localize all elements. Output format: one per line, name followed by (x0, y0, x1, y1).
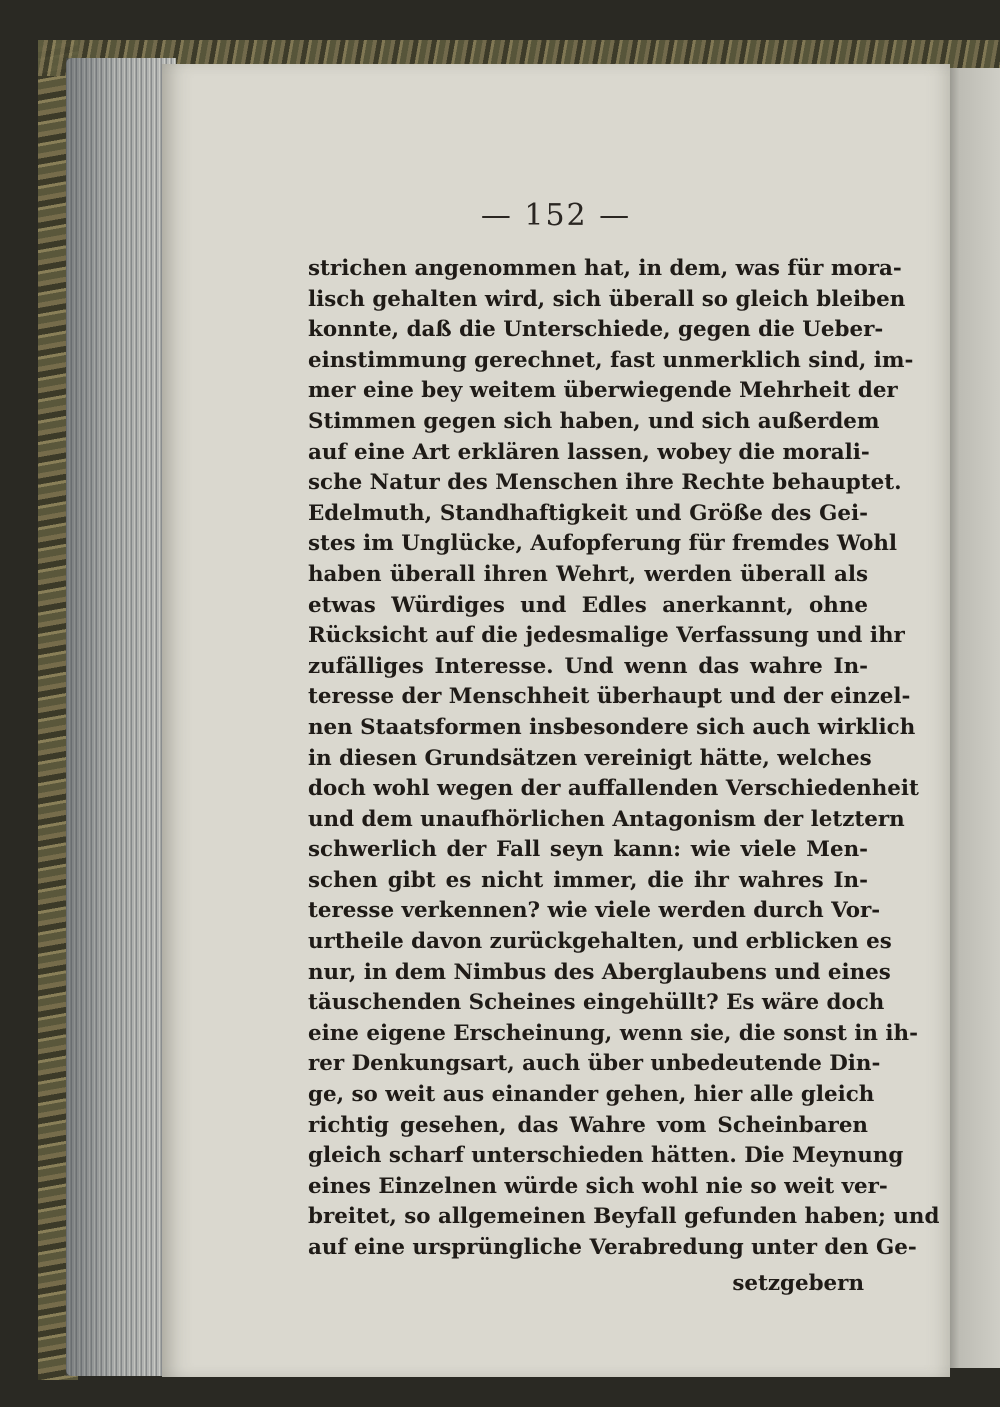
text-line: mer eine bey weitem überwiegende Mehrheit der (308, 378, 898, 404)
facing-page-edge (946, 68, 1000, 1368)
text-line: rer Denkungsart, auch über unbedeutende Din- (308, 1051, 881, 1077)
text-line: strichen angenommen hat, in dem, was für mora- (308, 256, 902, 281)
text-line: schen gibt es nicht immer, die ihr wahres In- (308, 867, 868, 893)
text-line: sche Natur des Menschen ihre Rechte behauptet. (308, 470, 902, 496)
text-line: haben überall ihren Wehrt, werden überall als (308, 561, 868, 587)
text-line: teresse verkennen? wie viele werden durch Vor- (308, 898, 881, 924)
text-line: teresse der Menschheit überhaupt und der einzel- (308, 684, 911, 710)
page-body-text (308, 254, 940, 1264)
text-line: zufälliges Interesse. Und wenn das wahre In- (308, 653, 868, 679)
text-line: lisch gehalten wird, sich überall so gleich bleiben (308, 286, 906, 312)
text-line: eine eigene Erscheinung, wenn sie, die sonst in ih- (308, 1020, 918, 1046)
text-line: und dem unaufhörlichen Antagonism der letztern (308, 806, 905, 832)
book-page (162, 64, 950, 1377)
text-line: urtheile davon zurückgehalten, und erblicken es (308, 929, 892, 955)
text-line: schwerlich der Fall seyn kann: wie viele Men- (308, 837, 868, 863)
text-line: in diesen Grundsätzen vereinigt hätte, welches (308, 745, 872, 771)
text-line: nen Staatsformen insbesondere sich auch wirklich (308, 714, 916, 740)
text-line: täuschenden Scheines eingehüllt? Es wäre doch (308, 990, 885, 1016)
text-line: doch wohl wegen der auffallenden Verschiedenheit (308, 776, 919, 802)
text-line: auf eine ursprüngliche Verabredung unter den Ge- (308, 1235, 917, 1260)
text-line: ge, so weit aus einander gehen, hier alle gleich (308, 1082, 875, 1108)
text-line: nur, in dem Nimbus des Aberglaubens und eines (308, 959, 891, 985)
text-line: richtig gesehen, das Wahre vom Scheinbaren (308, 1112, 868, 1138)
page-stack-edges (66, 58, 176, 1376)
text-line: breitet, so allgemeinen Beyfall gefunden haben; und (308, 1204, 940, 1230)
text-line: Rücksicht auf die jedesmalige Verfassung und ihr (308, 623, 905, 649)
text-line: Edelmuth, Standhaftigkeit und Größe des Gei- (308, 500, 868, 526)
text-line: Stimmen gegen sich haben, und sich außerdem (308, 408, 880, 434)
text-line: gleich scharf unterschieden hätten. Die Meynung (308, 1143, 904, 1169)
text-line: eines Einzelnen würde sich wohl nie so weit ver- (308, 1173, 888, 1199)
text-line: konnte, daß die Unterschiede, gegen die Ueber- (308, 317, 884, 343)
text-line: einstimmung gerechnet, fast unmerklich sind, im- (308, 347, 914, 373)
text-line: etwas Würdiges und Edles anerkannt, ohne (308, 592, 868, 618)
text-line: stes im Unglücke, Aufopferung für fremdes Wohl (308, 531, 898, 557)
text-line: auf eine Art erklären lassen, wobey die morali- (308, 439, 870, 465)
catchword: setzgebern (732, 1271, 864, 1296)
page-number: — 152 — (480, 198, 632, 233)
